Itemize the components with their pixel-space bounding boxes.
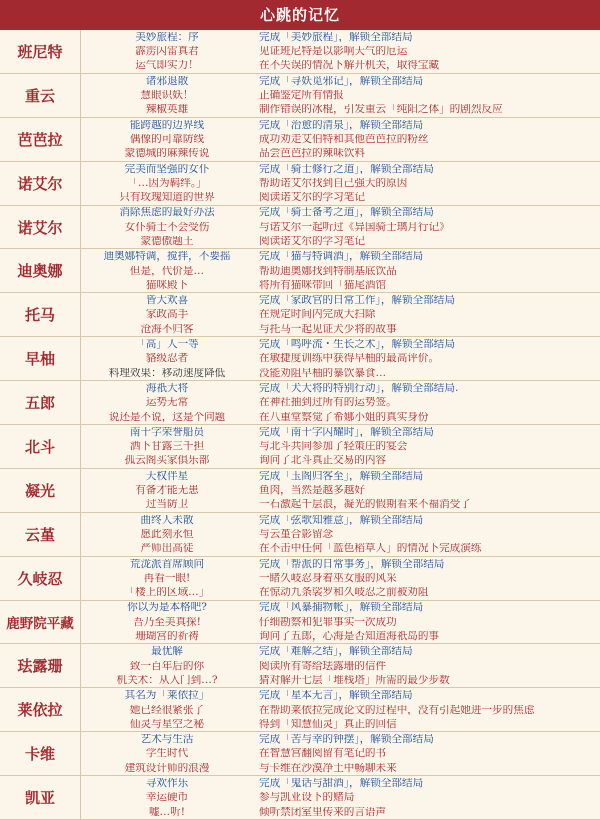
- memory-row: [81, 308, 600, 322]
- memory-title: 「…因为羁绊。」: [127, 177, 207, 189]
- memory-rows: [81, 206, 600, 249]
- unlock-condition: 制作错误的冰棍，引发重云「纯阳之体」的剧烈反应: [259, 104, 503, 115]
- memory-row: [81, 337, 600, 351]
- memory-row: [81, 717, 600, 731]
- memory-title: 天权伴星: [145, 470, 189, 482]
- memory-title: 家政高手: [145, 309, 189, 321]
- memory-row: [81, 410, 600, 424]
- unlock-condition: 完成「玉阁归客至」，解锁全部结局: [259, 470, 424, 482]
- memory-row: [81, 790, 600, 804]
- unlock-condition: 倾听禁闭室里传来的言语声: [259, 806, 387, 818]
- memory-row: [81, 615, 600, 629]
- memory-rows: [81, 469, 600, 512]
- memory-row: [81, 74, 600, 88]
- unlock-condition: 仔细勘察和犯罪事实一次成功: [259, 616, 397, 628]
- memory-table: [0, 30, 600, 820]
- unlock-condition: 品尝芭芭拉的辣味饮料: [259, 148, 365, 159]
- character-group: [0, 293, 600, 337]
- memory-row: [81, 381, 600, 395]
- unlock-condition: 在帮助莱依拉完成论文的过程中，没有引起她进一步的焦虑: [259, 704, 535, 716]
- memory-title: 洒下甘露三千担: [129, 441, 205, 452]
- character-name: 凯亚: [0, 776, 81, 819]
- memory-rows: [81, 30, 600, 73]
- character-group: [0, 557, 600, 601]
- memory-title: 愿此刻永恒: [140, 528, 194, 540]
- character-group: [0, 425, 600, 469]
- memory-title: 迪奥娜特调，搅拌，不要摇: [103, 251, 231, 262]
- memory-row: [81, 513, 600, 527]
- unlock-condition: 完成「寻妖觅邪记」，解锁全部结局: [259, 75, 424, 87]
- unlock-condition: 在智慧宫翻阅留有笔记的书: [259, 748, 387, 759]
- character-name: 班尼特: [0, 30, 81, 73]
- memory-title: 料理效果：移动速度降低: [108, 367, 226, 379]
- memory-title: 吾乃至美真探!: [133, 616, 201, 628]
- unlock-condition: 一石激起千层浪，凝光的假期看来不福消受了: [259, 499, 471, 510]
- memory-title: 最优解: [151, 646, 183, 657]
- character-name: 莱依拉: [0, 688, 81, 731]
- character-group: [0, 513, 600, 557]
- character-name: 芭芭拉: [0, 118, 81, 161]
- memory-row: [81, 30, 600, 44]
- memory-title: 慧眼识妖！: [140, 90, 194, 101]
- memory-rows: [81, 776, 600, 819]
- unlock-condition: 完成「犬大将的特别行动」，解锁全部结局.: [259, 382, 459, 394]
- memory-title: 严师出高徒: [140, 543, 194, 554]
- character-name: 五郎: [0, 381, 81, 424]
- unlock-condition: 得到「知慧仙灵」真正的回信: [259, 718, 397, 730]
- memory-title: 机关术：从入门到…?: [116, 674, 218, 686]
- memory-title: 再看一眼!: [143, 572, 191, 584]
- unlock-condition: 完成「家政官的日常工作」，解锁全部结局: [259, 295, 455, 306]
- memory-title: 致一百年后的你: [129, 660, 205, 672]
- memory-title: 沧海不归客: [140, 323, 194, 335]
- unlock-condition: 完成「星本无言」，解锁全部结局: [259, 690, 413, 701]
- memory-title: 「楼上的区域…」: [124, 587, 210, 598]
- character-name: 久岐忍: [0, 557, 81, 600]
- character-group: [0, 381, 600, 425]
- unlock-condition: 完成「治愈的清泉」，解锁全部结局: [259, 119, 424, 131]
- memory-row: [81, 629, 600, 643]
- character-group: [0, 74, 600, 118]
- unlock-condition: 与北斗共同参加了轻策庄的宴会: [259, 441, 408, 452]
- character-name: 重云: [0, 74, 81, 117]
- character-name: 托马: [0, 293, 81, 336]
- unlock-condition: 在敏捷度训练中获得早柚的最高评价。: [259, 353, 440, 364]
- unlock-condition: 完成「骑士备考之道」，解锁全部结局: [259, 207, 434, 218]
- memory-title: 仙灵与星空之秘: [129, 718, 205, 730]
- unlock-condition: 将所有猫咪带回「猫尾酒馆: [259, 279, 387, 291]
- memory-rows: [81, 337, 600, 380]
- memory-row: [81, 659, 600, 673]
- memory-row: [81, 439, 600, 453]
- memory-title: 美妙旅程：序: [135, 31, 199, 43]
- memory-rows: [81, 293, 600, 336]
- unlock-condition: 完成「骑士修行之道」，解锁全部结局: [259, 163, 434, 175]
- memory-row: [81, 483, 600, 497]
- unlock-condition: 在惊动九条裟罗和久岐忍之前被劝阻: [259, 587, 429, 598]
- memory-row: [81, 146, 600, 160]
- memory-title: 诸邪退散: [145, 75, 189, 87]
- memory-title: 建筑设计师的浪漫: [124, 762, 210, 774]
- memory-title: 寻欢作乐: [145, 777, 189, 789]
- character-group: [0, 118, 600, 162]
- unlock-condition: 完成「难解之结」，解锁全部结局: [259, 646, 413, 657]
- memory-row: [81, 366, 600, 380]
- unlock-condition: 完成「帮派的日常事务」，解锁全部结局: [259, 558, 445, 570]
- character-name: 早柚: [0, 337, 81, 380]
- memory-rows: [81, 381, 600, 424]
- memory-row: [81, 176, 600, 190]
- unlock-condition: 完成「风暴捕物帐」，解锁全部结局: [259, 602, 424, 614]
- memory-row: [81, 190, 600, 204]
- memory-title: 南十字荣誉船员: [129, 426, 205, 438]
- memory-row: [81, 425, 600, 439]
- character-group: [0, 249, 600, 293]
- memory-row: [81, 469, 600, 483]
- memory-row: [81, 601, 600, 615]
- unlock-condition: 参与凯亚设下的赌局: [259, 792, 355, 803]
- memory-rows: [81, 732, 600, 775]
- memory-rows: [81, 249, 600, 292]
- memory-title: 完美而坚强的女仆: [124, 163, 210, 175]
- memory-title: 但是，代价是…: [129, 265, 205, 277]
- memory-row: [81, 249, 600, 263]
- memory-row: [81, 132, 600, 146]
- memory-title: 珊瑚宫的祈祷: [135, 631, 199, 642]
- memory-row: [81, 118, 600, 132]
- character-name: 诺艾尔: [0, 162, 81, 205]
- character-group: [0, 601, 600, 645]
- memory-row: [81, 761, 600, 775]
- memory-title: 孤云阁买家俱乐部: [124, 455, 210, 467]
- memory-row: [81, 747, 600, 761]
- memory-row: [81, 644, 600, 658]
- memory-rows: [81, 162, 600, 205]
- memory-row: [81, 59, 600, 73]
- unlock-condition: 正确鉴定所有情报: [259, 90, 344, 101]
- unlock-condition: 在八重堂察觉了希娜小姐的真实身份: [259, 411, 429, 423]
- memory-title: 蒙德傲题王: [140, 236, 194, 247]
- memory-row: [81, 206, 600, 220]
- page-title: 心跳的记忆: [0, 0, 600, 30]
- unlock-condition: 完成「美妙旅程」，解锁全部结局: [259, 31, 413, 43]
- memory-title: 荒泷派首席顾问: [129, 558, 205, 570]
- memory-row: [81, 322, 600, 336]
- memory-row: [81, 673, 600, 687]
- unlock-condition: 完成「猫与特调酒」，解锁全部结局: [259, 251, 424, 262]
- memory-title: 女仆骑士不会受伤: [124, 221, 210, 233]
- memory-row: [81, 293, 600, 307]
- character-group: [0, 644, 600, 688]
- memory-row: [81, 571, 600, 585]
- memory-row: [81, 44, 600, 58]
- memory-row: [81, 557, 600, 571]
- character-group: [0, 337, 600, 381]
- unlock-condition: 与卡维在沙漠净土中畅聊未来: [259, 762, 397, 774]
- memory-title: 「高」人一等: [135, 339, 199, 350]
- unlock-condition: 阅读诺艾尔的学习笔记: [259, 236, 365, 247]
- memory-title: 偶像的可靠防线: [129, 133, 205, 145]
- character-group: [0, 776, 600, 820]
- unlock-condition: 阅读诺艾尔的学习笔记: [259, 192, 365, 203]
- memory-title: 有备才能无患: [135, 485, 199, 496]
- memory-title: 嘘…听!: [148, 806, 186, 818]
- memory-title: 运气即实力！: [135, 60, 199, 72]
- memory-title: 皆大欢喜: [145, 295, 189, 306]
- unlock-condition: 完成「南十字闪耀时」，解锁全部结局: [259, 426, 434, 438]
- memory-title: 说还是不说，这是个问题: [108, 411, 226, 423]
- memory-title: 貉级忍者: [145, 353, 189, 364]
- memory-title: 辣椒英雄: [145, 104, 189, 115]
- unlock-condition: 与托马一起见证犬少将的故事: [259, 323, 397, 335]
- memory-title: 海祇大将: [145, 382, 189, 394]
- memory-title: 过当防卫: [145, 499, 189, 510]
- memory-row: [81, 162, 600, 176]
- unlock-condition: 与云堇合影留念: [259, 528, 334, 540]
- unlock-condition: 成功劝走艾伯特和其他芭芭拉的粉丝: [259, 133, 429, 145]
- memory-title: 霹雳闪雷真君: [135, 46, 199, 57]
- unlock-condition: 没能劝阻早柚的暴饮暴食…: [259, 367, 387, 379]
- memory-row: [81, 88, 600, 102]
- memory-rows: [81, 425, 600, 468]
- memory-row: [81, 454, 600, 468]
- unlock-condition: 见证班尼特是以影响天气的厄运: [259, 46, 408, 57]
- unlock-condition: 完成「苦与幸的钟摆」，解锁全部结局: [259, 734, 434, 745]
- memory-row: [81, 352, 600, 366]
- memory-title: 你以为是本格吧?: [127, 602, 207, 614]
- memory-row: [81, 585, 600, 599]
- memory-rows: [81, 644, 600, 687]
- memory-rows: [81, 118, 600, 161]
- memory-title: 其名为「莱依拉」: [124, 690, 210, 701]
- character-group: [0, 469, 600, 513]
- memory-title: 消除焦虑的最好办法: [119, 207, 215, 218]
- character-name: 凝光: [0, 469, 81, 512]
- unlock-condition: 与诺艾尔一起听过《异国骑士璃月行记》: [259, 221, 450, 233]
- character-group: [0, 162, 600, 206]
- memory-row: [81, 732, 600, 746]
- memory-row: [81, 776, 600, 790]
- memory-title: 只有玫瑰知道的世界: [119, 192, 215, 203]
- memory-row: [81, 527, 600, 541]
- memory-row: [81, 220, 600, 234]
- character-group: [0, 206, 600, 250]
- memory-row: [81, 102, 600, 116]
- character-name: 迪奥娜: [0, 249, 81, 292]
- memory-row: [81, 805, 600, 819]
- memory-row: [81, 498, 600, 512]
- unlock-condition: 帮助诺艾尔找到自己强大的原因: [259, 177, 408, 189]
- unlock-condition: 在规定时间内完成大扫除: [259, 309, 376, 321]
- memory-rows: [81, 601, 600, 644]
- unlock-condition: 帮助迪奥娜找到特制基底饮品: [259, 265, 397, 277]
- memory-row: [81, 278, 600, 292]
- memory-title: 运势无常: [145, 397, 189, 408]
- memory-title: 能跨越的边界线: [129, 119, 205, 131]
- memory-title: 蒙德城的麻辣传说: [124, 148, 210, 159]
- memory-title: 艺术与生活: [140, 734, 194, 745]
- memory-title: 猫咪殿下: [145, 279, 189, 291]
- unlock-condition: 在不击中任何「蓝色稻草人」的情况下完成演练: [259, 543, 482, 554]
- unlock-condition: 询问了五郎，心海是否知道海祇岛的事: [259, 631, 440, 642]
- memory-row: [81, 688, 600, 702]
- unlock-condition: 鱼肉，当然是越多越好: [259, 485, 365, 496]
- character-name: 珐露珊: [0, 644, 81, 687]
- unlock-condition: 询问了北斗真正交易的内容: [259, 455, 387, 467]
- memory-rows: [81, 513, 600, 556]
- character-group: [0, 688, 600, 732]
- memory-rows: [81, 557, 600, 600]
- unlock-condition: 完成「鸣呼流・生长之术」，解锁全部结局: [259, 339, 455, 350]
- memory-title: 幸运硬币: [145, 792, 189, 803]
- character-name: 卡维: [0, 732, 81, 775]
- unlock-condition: 完成「鬼话与甜酒」，解锁全部结局: [259, 777, 424, 789]
- memory-rows: [81, 688, 600, 731]
- memory-row: [81, 234, 600, 248]
- memory-title: 她已经很紧张了: [129, 704, 205, 716]
- character-name: 鹿野院平藏: [0, 601, 81, 644]
- unlock-condition: 猜对解开七层「堆栈塔」所需的最少步数: [259, 674, 450, 686]
- memory-row: [81, 264, 600, 278]
- unlock-condition: 完成「弦歌知雅意」，解锁全部结局: [259, 514, 424, 526]
- unlock-condition: 在神社抽到过所有的运势签。: [259, 397, 397, 408]
- unlock-condition: 阅读所有寄给珐露珊的信件: [259, 660, 387, 672]
- memory-row: [81, 703, 600, 717]
- memory-title: 曲终人未散: [140, 514, 194, 526]
- memory-rows: [81, 74, 600, 117]
- unlock-condition: 一睹久岐忍身着巫女服的风采: [259, 572, 397, 584]
- unlock-condition: 在不失误的情况下解开机关，取得宝藏: [259, 60, 440, 72]
- character-name: 北斗: [0, 425, 81, 468]
- character-name: 诺艾尔: [0, 206, 81, 249]
- character-name: 云堇: [0, 513, 81, 556]
- memory-row: [81, 395, 600, 409]
- character-group: [0, 30, 600, 74]
- character-group: [0, 732, 600, 776]
- memory-row: [81, 541, 600, 555]
- memory-title: 学生时代: [145, 748, 189, 759]
